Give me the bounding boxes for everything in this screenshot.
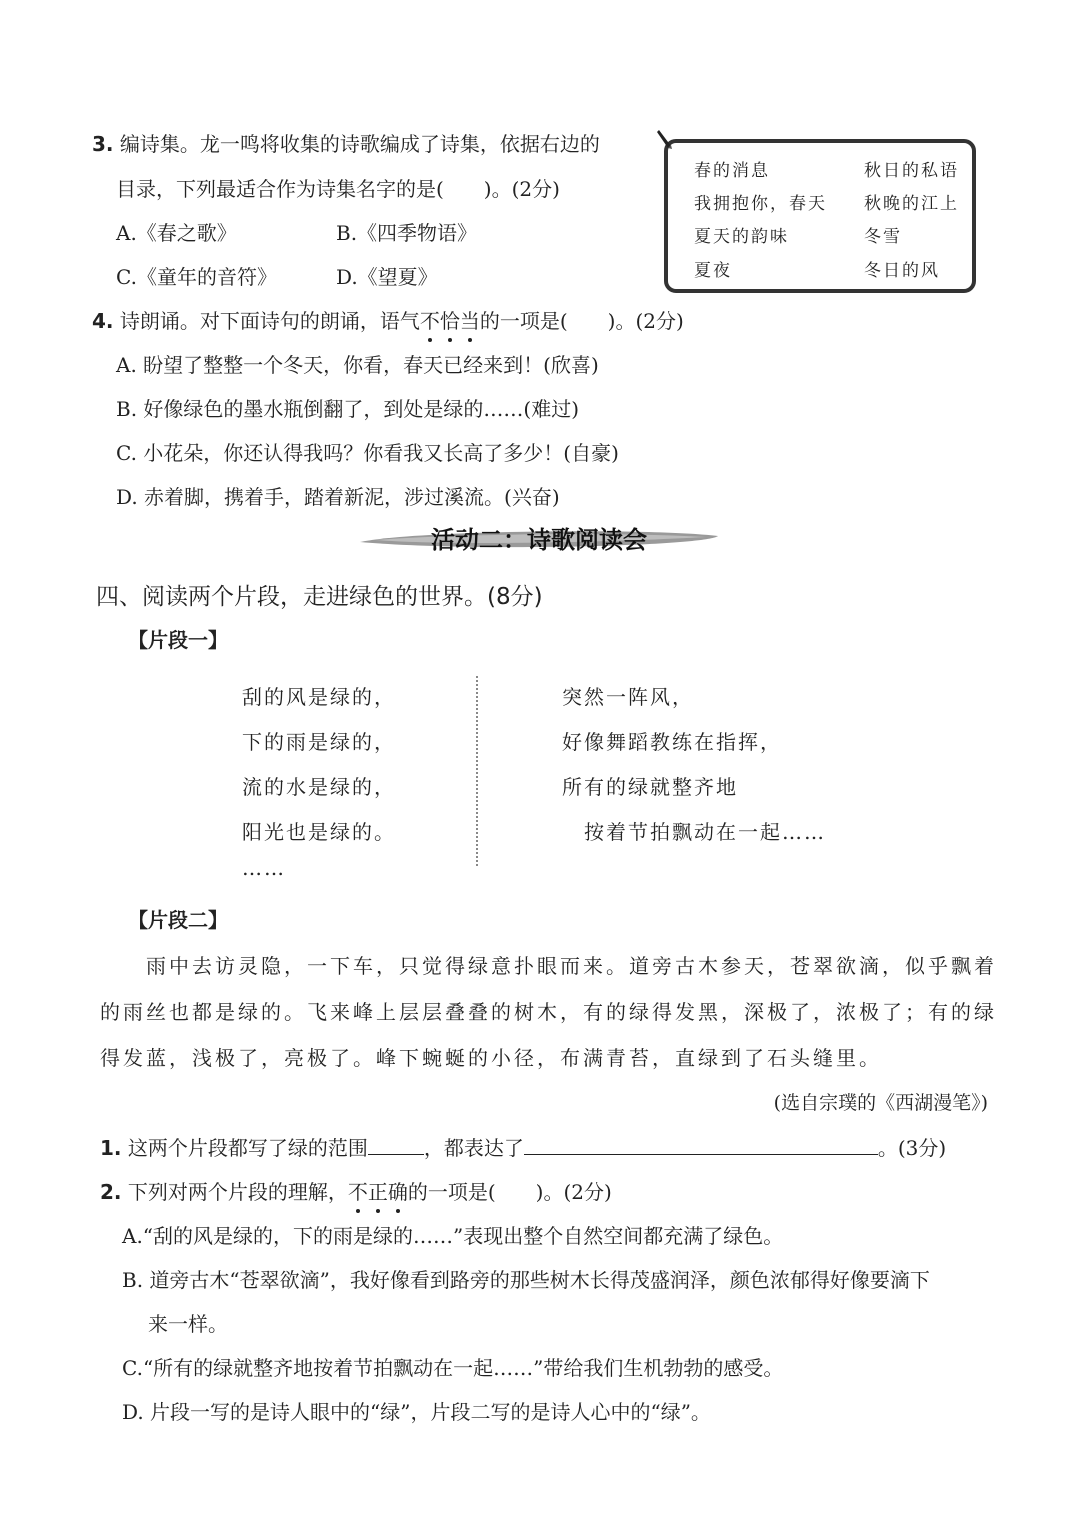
q3-stem-line2: 目录，下列最适合作为诗集名字的是( )。(2分) <box>116 177 560 201</box>
prose-line-3: 得发蓝，浅极了，亮极了。峰下蜿蜒的小径，布满青苔，直绿到了石头缝里。 <box>100 1046 882 1070</box>
q4-number: 4. <box>92 309 114 333</box>
s4q1-number: 1. <box>100 1136 122 1160</box>
s4q2-option-a: A.“刮的风是绿的，下的雨是绿的……”表现出整个自然空间都充满了绿色。 <box>122 1224 784 1248</box>
poem-left-line-2: 下的雨是绿的， <box>242 730 396 754</box>
q4-option-b: B. 好像绿色的墨水瓶倒翻了，到处是绿的……(难过) <box>116 397 580 421</box>
poem-right-line-1: 突然一阵风， <box>562 685 694 709</box>
fragment1-label: 【片段一】 <box>128 628 228 652</box>
s4q2-emph-3: 确 <box>388 1176 408 1205</box>
s4q2-stem <box>100 1176 612 1205</box>
toc-item-3: 我拥抱你，春天 <box>694 194 827 214</box>
poem-left-line-5: …… <box>242 856 286 880</box>
q4-option-c: C. 小花朵，你还认得我吗？你看我又长高了多少！(自豪) <box>116 441 619 465</box>
q4-option-d: D. 赤着脚，携着手，踏着新泥，涉过溪流。(兴奋) <box>116 485 560 509</box>
s4q1 <box>100 1132 946 1161</box>
prose-line-2: 的雨丝也都是绿的。飞来峰上层层叠叠的树木，有的绿得发黑，深极了，浓极了；有的绿 <box>100 1000 997 1024</box>
poem-left-line-3: 流的水是绿的， <box>242 775 396 799</box>
poem-right-line-4: 按着节拍飘动在一起…… <box>584 820 826 844</box>
toc-item-2: 秋日的私语 <box>864 161 959 181</box>
toc-item-4: 秋晚的江上 <box>864 194 959 214</box>
q3-option-d: D.《望夏》 <box>336 265 438 289</box>
fragment2-label: 【片段二】 <box>128 908 228 932</box>
q4-emph-3: 当 <box>460 305 480 334</box>
s4q1-post: 。(3分) <box>877 1136 947 1160</box>
q3-option-a: A.《春之歌》 <box>116 221 237 245</box>
s4q1-mid: ，都表达了 <box>423 1136 524 1160</box>
poem-right-line-3: 所有的绿就整齐地 <box>562 775 738 799</box>
poem-left-line-4: 阳光也是绿的。 <box>242 820 396 844</box>
poem-divider <box>476 676 478 866</box>
s4q2-option-b-cont: 来一样。 <box>148 1312 228 1336</box>
pen-icon <box>656 128 676 150</box>
toc-item-5: 夏天的韵味 <box>694 227 789 247</box>
q3-stem-line1: 编诗集。龙一鸣将收集的诗歌编成了诗集，依据右边的 <box>119 132 600 156</box>
q3-option-b: B.《四季物语》 <box>336 221 478 245</box>
toc-item-8: 冬日的风 <box>864 261 940 281</box>
s4q1-blank-feeling[interactable] <box>524 1136 878 1155</box>
poem-left-line-1: 刮的风是绿的， <box>242 685 396 709</box>
toc-item-7: 夏夜 <box>694 261 732 281</box>
section4-title: 四、阅读两个片段，走进绿色的世界。(8分) <box>96 584 543 610</box>
s4q1-pre: 这两个片段都写了绿的范围 <box>127 1136 368 1160</box>
poem-right-line-2: 好像舞蹈教练在指挥， <box>562 730 782 754</box>
s4q2-option-c: C.“所有的绿就整齐地按着节拍飘动在一起……”带给我们生机勃勃的感受。 <box>122 1356 784 1380</box>
s4q2-post: 的一项是( )。(2分) <box>407 1180 612 1204</box>
q4-option-a: A. 盼望了整整一个冬天，你看，春天已经来到！(欣喜) <box>116 353 599 377</box>
q3-number: 3. <box>92 132 114 156</box>
prose-line-1: 雨中去访灵隐，一下车，只觉得绿意扑眼而来。道旁古木参天，苍翠欲滴，似乎飘着 <box>146 954 997 978</box>
prose-source: (选自宗璞的《西湖漫笔》) <box>773 1092 988 1114</box>
activity-title: 活动二：诗歌阅读会 <box>431 526 647 554</box>
q3-line1 <box>92 128 600 157</box>
s4q2-emph-1: 不 <box>348 1176 368 1205</box>
s4q2-number: 2. <box>100 1180 122 1204</box>
s4q2-pre: 下列对两个片段的理解， <box>127 1180 348 1204</box>
q4-stem-post: 的一项是( )。(2分) <box>479 309 684 333</box>
q3-option-c: C.《童年的音符》 <box>116 265 277 289</box>
q4-stem <box>92 305 684 334</box>
q4-emph-2: 恰 <box>440 305 460 334</box>
q4-emph-1: 不 <box>420 305 440 334</box>
s4q2-emph-2: 正 <box>368 1176 388 1205</box>
q4-stem-pre: 诗朗诵。对下面诗句的朗诵，语气 <box>119 309 420 333</box>
s4q1-blank-range[interactable] <box>368 1136 424 1155</box>
toc-item-6: 冬雪 <box>864 227 902 247</box>
s4q2-option-b: B. 道旁古木“苍翠欲滴”，我好像看到路旁的那些树木长得茂盛润泽，颜色浓郁得好像要滴下 <box>122 1268 930 1292</box>
s4q2-option-d: D. 片段一写的是诗人眼中的“绿”，片段二写的是诗人心中的“绿”。 <box>122 1400 711 1424</box>
toc-item-1: 春的消息 <box>694 161 770 181</box>
